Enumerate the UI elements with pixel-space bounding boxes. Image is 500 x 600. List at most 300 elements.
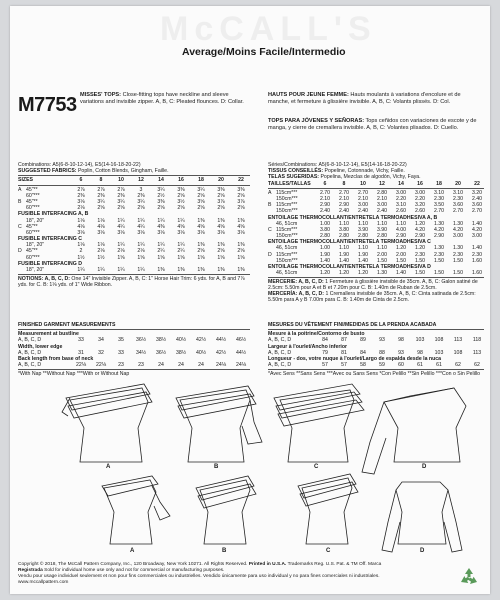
fabric-width: 18", 20" [26,217,45,224]
yardage-cell: 2.10 [357,195,369,202]
measurement-cell: 31 [78,349,84,356]
yardage-cell: 2.30 [433,251,445,258]
fabrics-line-fr: TISSUS CONSEILLÉS: Popeline, Cotonnade, Vichy, Faille. [268,168,405,175]
yardage-cell: 3⅛ [237,229,245,236]
measurements-title: FINISHED GARMENT MEASUREMENTS [18,322,116,328]
measurement-cell: 32 [98,349,104,356]
yardage-cell: 1.10 [395,220,407,227]
fabric-width: 150cm*** [276,208,298,215]
sizes-row [18,177,250,183]
measurement-cell: 79 [322,349,328,356]
interfacing-c-heading: ENTOILAGE THERMOCOLLANT/ENTRETELA TERMOADHESIVA C [268,239,431,246]
size-cell: 18 [198,177,204,184]
yardage-cell: 4⅛ [77,223,85,230]
yardage-cell: 3.00 [357,202,369,209]
view-label-c-front: C [314,464,319,470]
yardage-cell: 2.10 [376,195,388,202]
measurement-cell: 24⅛ [235,362,247,369]
measurement-cell: 113 [453,337,463,344]
recycle-icon [458,566,480,588]
size-cell: 20 [218,177,224,184]
yardage-cell: 3.50 [433,202,445,209]
view-letter: A [18,186,22,193]
yardage-cell: 1.20 [338,270,350,277]
yardage-cell: 2.10 [338,195,350,202]
yardage-cell: 2.40 [338,208,350,215]
yardage-rows-d [18,248,250,260]
yardage-cell: 2.90 [433,233,445,240]
fabric-width: 45"** [26,198,38,205]
size-cell: 10 [360,180,366,187]
sizes-label: TAILLES/TALLAS [268,180,311,187]
footer-line-1: Copyright © 2018, The McCall Pattern Company, Inc., 120 Broadway, New York 10271. All Rights Reserved. Printed in U.S.A. Trademarks Reg. U.S. Pat. & TM Off. Marca [18,562,382,567]
yardage-rows-ab-metric [268,190,484,215]
yardage-cell: 1⅜ [237,217,245,224]
yardage-cell: 1.40 [471,220,483,227]
description-english [80,92,248,105]
yardage-cell: 1⅜ [237,242,245,249]
measurement-cell: 23 [138,362,144,369]
yardage-cell: 3⅛ [97,229,105,236]
measurement-cell: 22⅛ [95,362,107,369]
view-c-back-drawing [298,474,358,544]
view-a-back-drawing [102,476,170,544]
yardage-cell: 2⅝ [237,192,245,199]
view-letter: B [18,198,22,205]
yardage-cell: 2.60 [414,208,426,215]
yardage-cell: 1.20 [414,245,426,252]
yardage-cell: 1⅛ [77,242,85,249]
yardage-cell: 1.40 [319,257,331,264]
skill-level: Average/Moins Facile/Intermedio [182,46,346,58]
yardage-cell: 3⅜ [177,186,185,193]
yardage-cell: 1.50 [433,257,445,264]
view-letter: C [268,226,272,233]
view-a-front-drawing [62,384,152,462]
view-letters: A, B, C, D [268,337,292,344]
yardage-cell: 2⅝ [137,205,145,212]
yardage-cell: 1⅜ [217,242,225,249]
size-cell: 12 [138,177,144,184]
yardage-cell: 1.90 [319,251,331,258]
yardage-cell: 2.60 [395,208,407,215]
yardage-cell: 3 [139,186,143,193]
yardage-cell: 2.90 [395,233,407,240]
yardage-cell: 3.00 [452,233,464,240]
copyright-footer [18,562,428,586]
measurement-cell: 58 [360,362,366,369]
view-letters: A, B, C, D [18,337,42,344]
yardage-cell: 1½ [77,254,85,261]
yardage-cell: 1⅜ [217,267,225,273]
measurement-cell: 57 [322,362,328,369]
size-cell: 10 [118,177,124,184]
view-letter: B [268,202,272,209]
view-b-front-drawing [176,386,262,462]
yardage-cell: 2¼ [157,248,165,255]
measurement-cell: 24 [178,362,184,369]
fabric-width: 45"** [26,186,38,193]
measurement-cell: 24 [198,362,204,369]
yardage-rows-ab [18,187,250,212]
yardage-cell: 2.30 [471,251,483,258]
size-cell: 8 [342,180,346,187]
size-cell: 22 [238,177,244,184]
yardage-cell: 1⅝ [197,254,205,261]
yardage-cell: 1¼ [117,267,125,273]
yardage-cell: 1⅜ [197,267,205,273]
measurement-cell: 88 [379,349,385,356]
yardage-cell: 1.50 [414,257,426,264]
yardage-cell: 2.80 [376,189,388,196]
fabric-width: 115cm*** [276,202,298,209]
measurement-cell: 108 [434,337,444,344]
yardage-cell: 3¼ [197,186,205,193]
yardage-cell: 1⅛ [97,242,105,249]
view-label-d-back: D [420,548,425,554]
measurement-cell: 34 [98,337,104,344]
notions-english: NOTIONS: A, B, C, D: One 14" Invisible Zipper. A, B, C: 1" Horse Hair Trim: 6 yds. for A, B and 7⅞ yds. for C. B: 1⅛ yds. of 1" Wide Ribbon. [18,276,245,289]
yardage-cell: 2⅝ [237,205,245,212]
yardage-cell: 1⅜ [157,267,165,273]
yardage-cell: 1.10 [338,245,350,252]
yardage-cell: 2⅝ [117,205,125,212]
technical-drawings [10,382,490,562]
yardage-cell: 1.30 [433,220,445,227]
pattern-envelope-back [10,6,490,594]
yardage-cell: 2⅛ [97,248,105,255]
yardage-cell: 1.50 [376,257,388,264]
yardage-cell: 3.10 [395,202,407,209]
yardage-cell: 2.00 [395,251,407,258]
yardage-cell: 1.50 [414,270,426,277]
yardage-cell: 2.90 [319,202,331,209]
measurement-cell: 87 [341,337,347,344]
yardage-cell: 1⅝ [177,254,185,261]
yardage-cell: 2⅝ [197,192,205,199]
fabric-width: 45"** [26,223,38,230]
measurement-cell: 61 [436,362,442,369]
yardage-cell: 1.50 [452,257,464,264]
yardage-cell: 2⅝ [237,248,245,255]
pattern-number: M7753 [18,94,77,116]
yardage-table-metric [268,162,484,303]
yardage-cell: 1⅜ [177,267,185,273]
size-cell: 14 [158,177,164,184]
sizes-row [268,181,484,187]
yardage-cell: 1¼ [117,217,125,224]
yardage-cell: 1.60 [471,270,483,277]
view-label-b-front: B [214,464,219,470]
back-row [268,362,484,368]
yardage-cell: 2⅝ [157,205,165,212]
measurement-cell: 93 [379,337,385,344]
yardage-cell: 1.90 [357,251,369,258]
yardage-cell: 2.30 [414,251,426,258]
fabrics-line-es: TELAS SUGERIDAS: Popelina, Mezclas de algodón, Vichy, Faya. [268,174,421,181]
yardage-cell: 3.10 [433,189,445,196]
measurement-cell: 57 [341,362,347,369]
yardage-cell: 3¼ [117,198,125,205]
measurement-cell: 61 [417,362,423,369]
yardage-cell: 4¼ [137,223,145,230]
measurement-cell: 44½ [235,349,247,356]
yardage-cell: 4⅝ [197,223,205,230]
desc-lead: MISSES' TOPS: [80,92,122,98]
yardage-cell: 3⅛ [77,198,85,205]
interfacing-c-heading: FUSIBLE INTERFACING C [18,236,82,243]
view-letter: A [268,189,272,196]
yardage-cell: 2⅞ [97,186,105,193]
yardage-cell: 2½ [157,192,165,199]
yardage-cell: 1⅝ [217,254,225,261]
footer-line-3: Vendu pour usage individuel seulement et non pour fins commerciales ou industrielles. Vendido únicamente para uso individual y no para fines comerciales ni industriales. www.mccallpattern.com [18,574,380,585]
view-letters: A, B, C, D [268,349,292,356]
yardage-cell: 2.40 [376,208,388,215]
yardage-cell: 3.90 [376,226,388,233]
yardage-cell: 2.20 [395,195,407,202]
fabric-width: 60"*** [26,229,40,236]
yardage-cell: 1.40 [338,257,350,264]
interfacing-ab-heading: ENTOILAGE THERMOCOLLANT/ENTRETELA TERMOADHESIVA A, B [268,214,438,221]
yardage-cell: 3⅛ [77,229,85,236]
yardage-cell: 4.20 [414,226,426,233]
yardage-cell: 1.60 [471,257,483,264]
yardage-cell: 2.70 [471,208,483,215]
yardage-cell: 1¼ [177,217,185,224]
measurement-cell: 38½ [155,337,167,344]
nap-note: *Avec Sens **Sans Sens ***Avec ou Sans Sens *Con Pelillo **Sin Pelillo ***Con o Sin Pelillo [268,371,481,378]
fabric-width: 115cm*** [276,251,298,258]
yardage-cell: 2.40 [357,208,369,215]
yardage-cell: 1¼ [157,217,165,224]
measurement-cell: 42½ [215,349,227,356]
bust-label: Mesure à la poitrine/Contorno de busto [268,331,365,338]
yardage-cell: 1.20 [357,270,369,277]
desc-lead: HAUTS POUR JEUNE FEMME: [268,92,349,98]
yardage-cell: 1.10 [357,220,369,227]
footer-line-2: Registrada Sold for individual home use only and not for commercial or manufacturing purposes. [18,568,225,573]
nap-note: *With Nap **Without Nap ***With or Without Nap [18,371,130,378]
yardage-cell: 2.30 [452,251,464,258]
fabric-width: 60"*** [26,254,40,261]
view-label-b-back: B [222,548,227,554]
combinations-line: Séries/Combinations: A5(6-8-10-12-14), E5(14-16-18-20-22) [268,162,407,168]
yardage-cell: 3½ [177,198,185,205]
yardage-cell: 2⅞ [77,186,85,193]
sizes-label: SIZES [18,177,33,184]
fabric-width: 150cm*** [276,195,298,202]
yardage-cell: 1⅜ [197,242,205,249]
yardage-cell: 3⅛ [157,229,165,236]
desc-text: Tops ceñidos con variaciones de escote y de manga, y cierre de cremallera invisible. A, B, C: Volantes plisados. D: Cuello. [268,118,477,131]
fabric-width: 46, 51cm [276,245,298,252]
measurement-cell: 98 [398,337,404,344]
yardage-cell: 1.50 [395,257,407,264]
measurement-cell: 33 [118,349,124,356]
yardage-cell: 1⅛ [77,217,85,224]
yardage-cell: 2.40 [319,208,331,215]
yardage-cell: 1.30 [433,245,445,252]
measurement-cell: 23 [118,362,124,369]
desc-text: Hauts moulants à variations d'encolure et de manche, et fermeture à glissière invisible. A, B, C: Volants plissés. D: Col. [268,92,461,105]
back-label: Longueur - dos, votre nuque à l'ourlet/Largo de espalda desde la nuca [268,355,442,362]
yardage-cell: 1⅛ [97,217,105,224]
yardage-cell: 2¼ [177,248,185,255]
measurement-cell: 118 [472,337,482,344]
yardage-cell: 3⅞ [237,198,245,205]
finished-measurements-metric [268,322,484,378]
measurement-cell: 62 [455,362,461,369]
yardage-cell: 1.40 [357,257,369,264]
measurement-cell: 35 [118,337,124,344]
measurement-cell: 93 [398,349,404,356]
back-row [18,362,250,368]
interfacing-d-row [18,267,250,273]
yardage-cell: 3.00 [395,189,407,196]
size-cell: 6 [323,180,327,187]
yardage-cell: 4.20 [452,226,464,233]
measurement-cell: 89 [360,337,366,344]
yardage-cell: 1.30 [376,270,388,277]
measurement-cell: 44½ [215,337,227,344]
yardage-cell: 2.70 [357,189,369,196]
measurement-cell: 103 [415,337,425,344]
yardage-cell: 1⅜ [197,217,205,224]
fabric-width: 150cm*** [276,257,298,264]
interfacing-d-row [268,270,484,276]
yardage-cell: 1.20 [319,270,331,277]
measurement-cell: 113 [472,349,482,356]
view-label-d-front: D [422,464,427,470]
view-d-front-drawing [362,388,466,474]
yardage-cell: 2⅛ [77,205,85,212]
measurement-cell: 38½ [175,349,187,356]
measurement-cell: 24 [158,362,164,369]
yardage-cell: 2⅝ [217,192,225,199]
measurement-cell: 42½ [195,337,207,344]
yardage-cell: 3¼ [97,198,105,205]
yardage-cell: 1.10 [357,245,369,252]
measurement-cell: 103 [434,349,444,356]
yardage-cell: 2.70 [338,189,350,196]
yardage-cell: 2⅝ [217,248,225,255]
fabric-width: 46, 51cm [276,270,298,277]
yardage-cell: 2⅝ [217,205,225,212]
yardage-cell: 2⅜ [137,192,145,199]
fabric-width: 18", 20" [26,242,45,249]
measurement-cell: 59 [379,362,385,369]
description-spanish [268,118,482,131]
yardage-cell: 3.20 [414,202,426,209]
watermark-logo: McCALL'S [160,10,377,48]
measurement-cell: 24⅛ [215,362,227,369]
yardage-cell: 1.00 [319,220,331,227]
fabric-width: 115cm*** [276,189,298,196]
measurement-cell: 40½ [175,337,187,344]
yardage-cell: 4⅝ [177,223,185,230]
yardage-cell: 2.40 [471,195,483,202]
yardage-cell: 1.20 [414,220,426,227]
view-b-back-drawing [196,476,256,544]
yardage-cell: 3⅛ [117,229,125,236]
yardage-cell: 1¼ [137,267,145,273]
yardage-cell: 3.20 [471,189,483,196]
interfacing-d-heading: ENTOILAGE THERMOCOLLANT/ENTRETELA TERMOADHESIVA D [268,264,431,270]
yardage-cell: 3.90 [357,226,369,233]
measurement-cell: 34½ [135,349,147,356]
view-letters: A, B, C, D [18,362,42,369]
yardage-cell: 2.70 [319,189,331,196]
yardage-cell: 1⅝ [137,254,145,261]
view-letter: D [18,248,22,255]
notions-french: MERCERIE: A, B, C, D: 1 Fermeture à glissière invisible de 35cm. A, B, C: Galon satiné de 2.5cm: 5.50m pour A et B et 7.20m pour C. B: 1.40m de Ruban de 2.5cm. [268,279,478,292]
yardage-cell: 3⅜ [217,186,225,193]
yardage-cell: 2.00 [376,251,388,258]
yardage-cell: 1.40 [395,270,407,277]
measurement-cell: 84 [360,349,366,356]
yardage-cell: 2 [79,248,83,255]
yardage-rows-c [18,224,250,236]
yardage-cell: 1¼ [117,242,125,249]
yardage-cell: 3⅛ [217,229,225,236]
yardage-cell: 1¼ [157,242,165,249]
view-letter: D [268,251,272,258]
yardage-cell: 2.80 [338,233,350,240]
yardage-cell: 1.00 [319,245,331,252]
notions-spanish: MERCERÍA: A, B, C, D: 1 Cremallera invisible de 35cm. A, B, C: Cinta satinada de 2.5cm: 5.50m para A y B 7.00m para C. B: 1.40m de Cinta de 2.5cm. [268,291,476,304]
width-label: Largeur à l'ourlet/Ancho inferior [268,343,348,350]
measurement-cell: 62 [474,362,480,369]
yardage-rows-d-metric [268,252,484,264]
yardage-cell: 2⅜ [77,192,85,199]
size-cell: 14 [398,180,404,187]
fabric-width: 60"*** [26,192,40,199]
interfacing-ab-heading: FUSIBLE INTERFACING A, B [18,211,89,218]
measurement-cell: 46½ [235,337,247,344]
view-label-a-front: A [106,464,111,470]
yardage-cell: 2⅝ [197,248,205,255]
yardage-cell: 2.90 [414,233,426,240]
measurement-cell: 84 [322,337,328,344]
yardage-cell: 3⅜ [157,198,165,205]
yardage-cell: 3.00 [471,233,483,240]
yardage-cell: 2⅛ [137,248,145,255]
measurement-cell: 81 [341,349,347,356]
yardage-cell: 1.10 [376,245,388,252]
yardage-cell: 1.90 [338,251,350,258]
yardage-cell: 3¼ [157,186,165,193]
measurement-cell: 108 [453,349,463,356]
yardage-cell: 3⅛ [177,229,185,236]
yardage-cell: 4¼ [117,223,125,230]
size-cell: 18 [436,180,442,187]
bust-label: Measurement at bustline [18,331,79,338]
width-label: Width, lower edge [18,343,63,350]
yardage-cell: 1¼ [77,267,85,273]
yardage-cell: 2⅜ [117,192,125,199]
yardage-cell: 3¼ [137,198,145,205]
yardage-cell: 4.20 [433,226,445,233]
yardage-cell: 1.10 [338,220,350,227]
measurements-title: MESURES DU VÊTEMENT FINI/MEDIDAS DE LA PRENDA ACABADA [268,322,437,328]
yardage-cell: 4.20 [471,226,483,233]
yardage-cell: 1⅝ [157,254,165,261]
yardage-cell: 1⅜ [217,217,225,224]
yardage-cell: 2.10 [319,195,331,202]
yardage-cell: 3⅜ [237,186,245,193]
fabric-width: 150cm*** [276,233,298,240]
